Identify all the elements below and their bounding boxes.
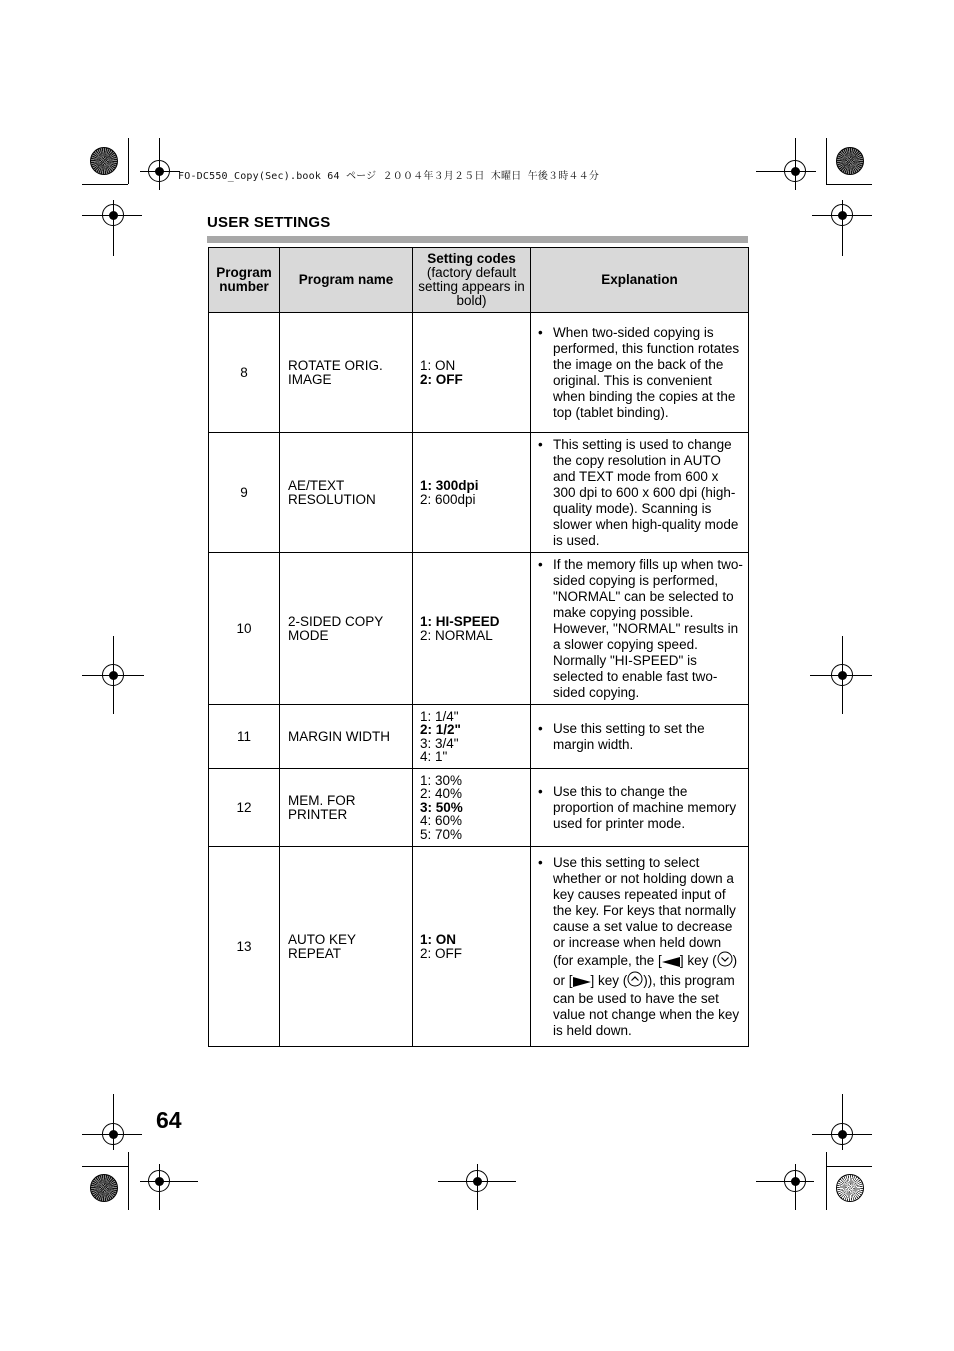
program-name: AUTO KEY REPEAT — [280, 847, 413, 1047]
table-row — [209, 769, 749, 847]
program-name: 2-SIDED COPY MODE — [280, 553, 413, 705]
table-row — [209, 705, 749, 769]
program-name: AE/TEXT RESOLUTION — [280, 433, 413, 553]
setting-code: 3: 3/4" — [420, 735, 459, 751]
explanation-text: • Use this setting to set the margin width. — [538, 721, 744, 753]
section-title: USER SETTINGS — [207, 214, 331, 231]
left-triangle-key-icon — [662, 955, 680, 971]
table-header-row — [209, 248, 749, 313]
header-program-number: Program number — [209, 248, 280, 313]
setting-codes — [413, 433, 531, 553]
header-explanation: Explanation — [531, 248, 749, 313]
registration-mark-icon — [148, 160, 170, 182]
registration-mark-icon — [102, 204, 124, 226]
header-setting-codes — [413, 248, 531, 313]
setting-code-default: 1: 300dpi — [420, 478, 479, 493]
title-rule — [207, 236, 748, 243]
registration-mark-icon — [102, 664, 124, 686]
setting-code: 2: OFF — [420, 945, 463, 961]
color-target-icon — [836, 1174, 864, 1202]
header-setting-codes-note: (factory default setting appears in bold) — [418, 265, 525, 308]
header-setting-codes-title: Setting codes — [427, 251, 516, 266]
color-target-icon — [836, 147, 864, 175]
header-program-name: Program name — [280, 248, 413, 313]
table-row — [209, 313, 749, 433]
setting-code: 4: 60% — [420, 813, 463, 829]
registration-mark-icon — [466, 1170, 488, 1192]
up-chevron-circle-icon — [627, 971, 643, 991]
table-row — [209, 433, 749, 553]
explanation — [531, 433, 749, 553]
setting-code: 2: 40% — [420, 786, 463, 802]
table-row — [209, 553, 749, 705]
registration-mark-icon — [831, 1123, 853, 1145]
explanation-text: • Use this to change the proportion of machine memory used for printer mode. — [538, 784, 744, 832]
program-number: 11 — [209, 705, 280, 769]
settings-table — [208, 247, 749, 1047]
program-number: 9 — [209, 433, 280, 553]
color-target-icon — [90, 1174, 118, 1202]
setting-code-default: 1: ON — [420, 932, 457, 947]
explanation-text: • This setting is used to change the copy resolution in AUTO and TEXT mode from 600 x 300 dpi to 600 x 600 dpi (high-quality mode). Scanning is slower when high-quality mode is used. — [538, 437, 744, 549]
setting-codes — [413, 705, 531, 769]
setting-codes — [413, 847, 531, 1047]
registration-mark-icon — [831, 204, 853, 226]
explanation — [531, 769, 749, 847]
setting-codes — [413, 313, 531, 433]
program-name: MARGIN WIDTH — [280, 705, 413, 769]
setting-code: 1: 1/4" — [420, 708, 459, 724]
explanation — [531, 847, 749, 1047]
program-name: ROTATE ORIG. IMAGE — [280, 313, 413, 433]
setting-code-default: 2: 1/2" — [420, 722, 461, 737]
program-name: MEM. FOR PRINTER — [280, 769, 413, 847]
program-number: 10 — [209, 553, 280, 705]
page-number: 64 — [156, 1107, 182, 1133]
right-triangle-key-icon — [573, 975, 591, 991]
file-header: FO-DC550_Copy(Sec).book 64 ページ ２００４年３月２５日 木曜日 午後３時４４分 — [178, 171, 600, 182]
registration-mark-icon — [148, 1170, 170, 1192]
program-number: 12 — [209, 769, 280, 847]
explanation — [531, 313, 749, 433]
explanation — [531, 705, 749, 769]
setting-code: 5: 70% — [420, 826, 463, 842]
registration-mark-icon — [831, 664, 853, 686]
explanation-text: • When two-sided copying is performed, this function rotates the image on the back of the original. This is convenient when binding the copies at the top (tablet binding). — [538, 325, 744, 421]
setting-code: 2: NORMAL — [420, 627, 493, 643]
setting-codes — [413, 769, 531, 847]
registration-mark-icon — [102, 1123, 124, 1145]
setting-code-default: 2: OFF — [420, 371, 463, 387]
color-target-icon — [90, 147, 118, 175]
setting-code: 4: 1" — [420, 749, 448, 764]
setting-code: 1: 30% — [420, 772, 463, 788]
explanation — [531, 553, 749, 705]
setting-code-default: 1: HI-SPEED — [420, 614, 500, 629]
program-number: 13 — [209, 847, 280, 1047]
setting-code-default: 3: 50% — [420, 799, 463, 815]
explanation-text: • Use this setting to select whether or not holding down a key causes repeated input of the key. For keys that normally cause a set value to decrease or increase when held down (for example, the [ ] key ( ) or [ ] key ( )), this program can be used to have the set value not change when the key is held down. — [538, 855, 744, 1039]
registration-mark-icon — [784, 1170, 806, 1192]
registration-mark-icon — [784, 160, 806, 182]
setting-code: 1: ON — [420, 358, 456, 373]
down-chevron-circle-icon — [717, 951, 733, 971]
table-row — [209, 847, 749, 1047]
program-number: 8 — [209, 313, 280, 433]
setting-codes — [413, 553, 531, 705]
setting-code: 2: 600dpi — [420, 491, 476, 507]
explanation-text: • If the memory fills up when two-sided copying is performed, "NORMAL" can be selected to make copying possible. However, "NORMAL" results in a slower copying speed. Normally "HI-SPEED" is selected to enable fast two-sided copying. — [538, 557, 744, 701]
